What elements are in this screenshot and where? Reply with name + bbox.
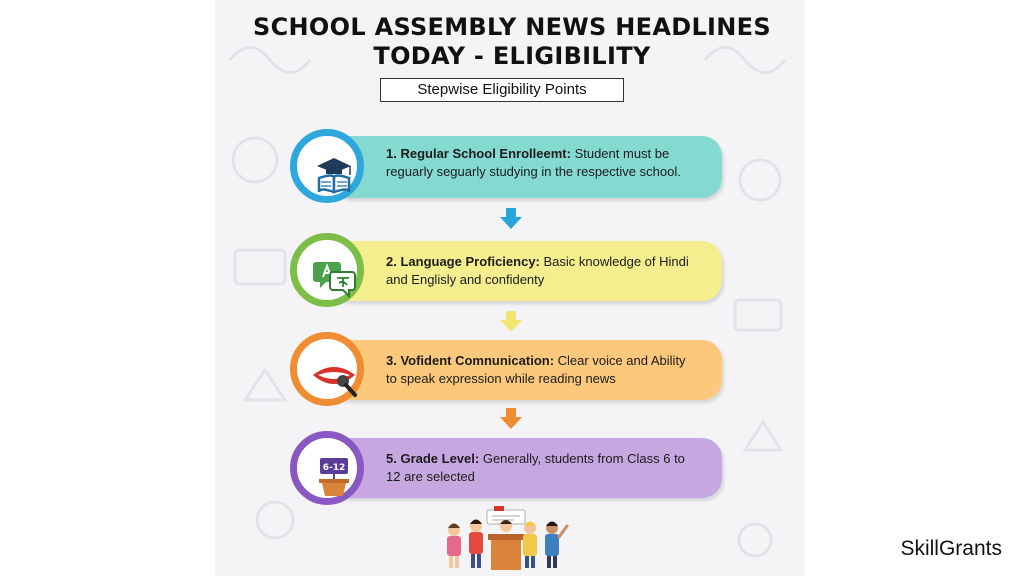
step-1-body: Student must be reguarly seguarly studying in the respective school. (386, 146, 681, 179)
grade-podium-icon (297, 438, 371, 512)
step-3-body: Clear voice and Ability to speak expression while reading news (386, 353, 686, 386)
students-illustration (436, 504, 576, 572)
page-title-line-1: SCHOOL ASSEMBLY NEWS HEADLINES (253, 13, 771, 41)
mouth-microphone-icon (297, 339, 371, 413)
down-arrow-icon (500, 311, 522, 333)
step-4-icon-circle (290, 431, 364, 505)
step-2-heading: 2. Language Proficiency: (386, 254, 540, 269)
step-2-card (330, 241, 722, 301)
step-3-card (330, 340, 722, 400)
language-speech-bubbles-icon (297, 240, 371, 314)
down-arrow-icon (500, 408, 522, 430)
brand-logo-text: SkillGrants (900, 537, 1002, 560)
step-4-card (330, 438, 722, 498)
step-3-heading: 3. Vofident Comnunication: (386, 353, 555, 368)
page-title-line-2: TODAY - ELIGIBILITY (373, 42, 651, 70)
subtitle-box: Stepwise Eligibility Points (380, 78, 624, 102)
grade-range-label: 6-12 (322, 463, 346, 473)
step-4-body: Generally, students from Class 6 to 12 are selected (386, 451, 685, 484)
down-arrow-icon (500, 208, 522, 230)
step-1-heading: 1. Regular School Enrolleemt: (386, 146, 571, 161)
book-graduation-cap-icon (297, 136, 371, 210)
step-2-body: Basic knowledge of Hindi and Englisly and confidenty (386, 254, 689, 287)
step-1-card (330, 136, 722, 198)
step-3-icon-circle (290, 332, 364, 406)
step-1-icon-circle (290, 129, 364, 203)
step-4-heading: 5. Grade Level: (386, 451, 480, 466)
step-2-icon-circle (290, 233, 364, 307)
